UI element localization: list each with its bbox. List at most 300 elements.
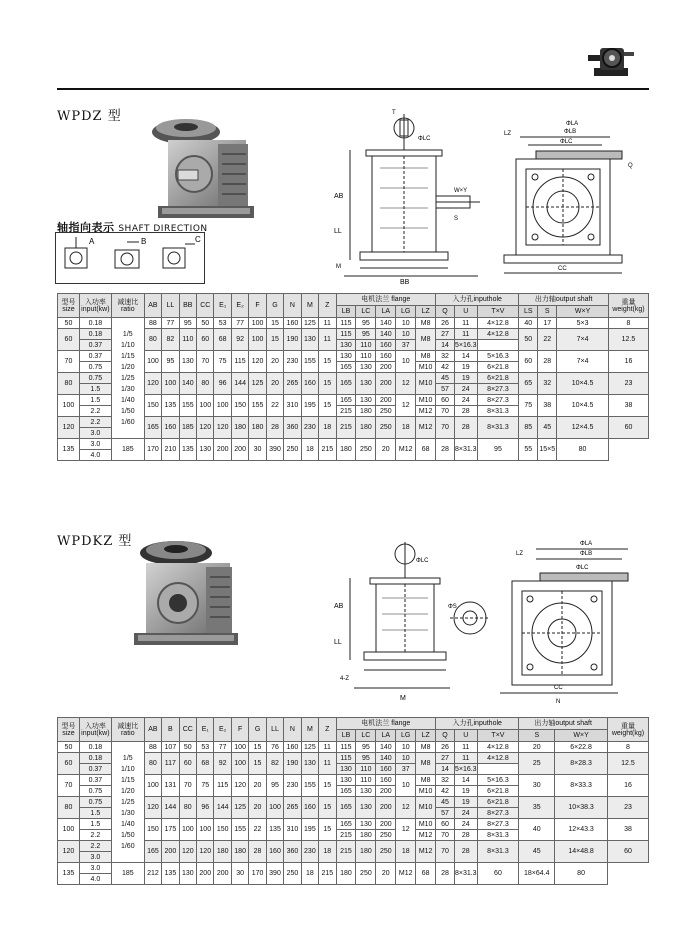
dim-cell: 75 (214, 351, 231, 373)
dim-cell: 30 (249, 439, 266, 461)
dim-cell: 175 (162, 819, 179, 841)
hdr-q: Q (436, 306, 455, 318)
dim-cell: 15 (249, 742, 266, 753)
shaft-direction-title: 轴指向表示 SHAFT DIRECTION (57, 221, 208, 234)
inhole-cell: 28 (454, 406, 477, 417)
label-t: T (392, 110, 396, 116)
label-ab: AB (334, 193, 344, 200)
inhole-cell: 32 (436, 351, 455, 362)
dim-cell: 75 (197, 775, 214, 797)
hdr2-g: G (249, 718, 266, 742)
inhole-cell: 70 (436, 406, 455, 417)
dim-cell: 200 (197, 863, 214, 885)
dim-cell: 100 (197, 819, 214, 841)
dim-cell: 95 (179, 318, 196, 329)
label2-n: N (556, 699, 561, 705)
dim-cell: 131 (162, 775, 179, 797)
dim-cell: 30 (231, 863, 248, 885)
ratio-value: 1/25 (120, 374, 135, 382)
flange-cell: 200 (376, 819, 396, 830)
inhole-cell: 19 (454, 362, 477, 373)
dim-cell: 100 (214, 395, 231, 417)
flange-cell: 165 (336, 786, 356, 797)
dim-cell: 20 (266, 351, 283, 373)
flange-cell: M8 (416, 775, 436, 786)
dim-cell: 155 (231, 819, 248, 841)
outshaft-cell: 14×48.8 (555, 841, 608, 863)
inhole-cell: 8×31.3 (477, 830, 519, 841)
table-row (58, 742, 649, 753)
label-bb: BB (400, 279, 410, 286)
hdr2-m: M (301, 718, 318, 742)
outshaft-cell: 60 (519, 351, 538, 373)
dim-cell: 195 (301, 395, 318, 417)
flange-cell: 160 (376, 340, 396, 351)
inhole-cell: 45 (436, 797, 455, 808)
flange-cell: 180 (356, 841, 376, 863)
hdr-lg: LG (396, 306, 416, 318)
input-cell: 3.0 (79, 439, 111, 450)
dim-cell: 155 (301, 351, 318, 373)
inhole-cell: 37 (396, 764, 416, 775)
hdr2-cc: CC (179, 718, 196, 742)
hdr-size: 型号 size (58, 294, 80, 318)
dim-cell: 140 (179, 373, 196, 395)
dim-cell: 18 (319, 417, 336, 439)
hdr-e1: E₁ (214, 294, 231, 318)
flange-cell: 250 (376, 406, 396, 417)
label2-ll: LL (334, 639, 342, 646)
hdr2-lb: LB (336, 730, 356, 742)
size-cell: 100 (58, 819, 80, 841)
hdr-n: N (284, 294, 301, 318)
dim-cell: 130 (301, 329, 318, 351)
inhole-cell: 28 (454, 841, 477, 863)
label-s: S (454, 216, 459, 222)
dim-cell: 68 (197, 753, 214, 775)
dim-cell: 160 (284, 742, 301, 753)
hdr-weight: 重量 weight(kg) (608, 294, 648, 318)
dim-cell: 200 (214, 439, 231, 461)
inhole-cell: 24 (454, 384, 477, 395)
hdr2-input: 入功率 input(kw) (79, 718, 111, 742)
size-cell: 60 (58, 753, 80, 775)
table-row (58, 775, 649, 786)
hdr2-u: U (454, 730, 477, 742)
flange-cell: 200 (376, 373, 396, 395)
input-cell: 0.18 (79, 318, 111, 329)
inhole-cell: 5×16.3 (454, 765, 477, 773)
inhole-cell: 68 (416, 863, 436, 885)
dim-cell: 160 (301, 797, 318, 819)
flange-cell: 165 (336, 819, 356, 830)
dim-cell: 95 (162, 351, 179, 373)
table-row (58, 819, 649, 830)
hdr2-wxy: W×Y (555, 730, 608, 742)
wpdkz-photo (120, 535, 250, 655)
outshaft-cell: 10×4.5 (557, 373, 609, 395)
inhole-cell: 28 (436, 863, 455, 885)
flange-cell: 250 (376, 417, 396, 439)
hdr-g: G (266, 294, 283, 318)
dim-cell: 230 (301, 841, 318, 863)
dim-cell: 130 (179, 863, 196, 885)
wpdkz-front-drawing (330, 538, 500, 708)
dim-cell: 230 (284, 775, 301, 797)
hdr2-outshaft: 出力轴output shaft (519, 718, 608, 730)
flange-cell: 160 (376, 764, 396, 775)
dim-cell: 100 (144, 351, 161, 373)
dim-cell: 15 (319, 775, 336, 797)
flange-cell: 130 (336, 764, 356, 775)
size-cell: 120 (58, 417, 80, 439)
inhole-cell: 8×31.3 (454, 863, 477, 885)
hdr-s: S (538, 306, 557, 318)
dim-cell: 120 (144, 373, 161, 395)
hdr2-inhole: 入力孔inputhole (436, 718, 519, 730)
outshaft-cell: 32 (538, 373, 557, 395)
hdr2-la: LA (376, 730, 396, 742)
flange-cell: M10 (416, 395, 436, 406)
hdr-lz: LZ (416, 306, 436, 318)
dim-cell: 230 (301, 417, 318, 439)
hdr2-q: Q (436, 730, 455, 742)
dim-cell: 68 (214, 329, 231, 351)
weight-cell: 80 (557, 439, 609, 461)
outshaft-cell: 28 (538, 351, 557, 373)
dim-cell: 100 (144, 775, 161, 797)
input-cell: 2.2 (79, 841, 111, 852)
dim-cell: 96 (197, 797, 214, 819)
input-cell: 4.0 (79, 450, 111, 461)
reducer-logo-icon (588, 38, 638, 84)
input-cell: 0.18 (79, 753, 111, 764)
dim-cell: 100 (231, 753, 248, 775)
flange-cell: 18 (396, 417, 416, 439)
dim-cell: 20 (249, 797, 266, 819)
dim-cell: 180 (231, 417, 248, 439)
dim-cell: 144 (162, 797, 179, 819)
dim-cell: 100 (197, 395, 214, 417)
dim-cell: 70 (197, 351, 214, 373)
inhole-cell: 5×16.3 (454, 341, 477, 349)
dim-cell: 125 (301, 742, 318, 753)
dim-cell: 165 (144, 417, 161, 439)
inhole-cell: 4×12.8 (477, 318, 519, 329)
input-cell: 0.75 (79, 797, 111, 808)
inhole-cell: 24 (454, 808, 477, 819)
hdr-ab: AB (144, 294, 161, 318)
ratio-value: 1/20 (120, 787, 135, 795)
wpdz-front-drawing (330, 108, 500, 288)
hdr2-n: N (284, 718, 301, 742)
dim-cell: 22 (249, 819, 266, 841)
flange-cell: 95 (356, 329, 376, 340)
dim-cell: 11 (319, 318, 336, 329)
hdr2-s: S (519, 730, 555, 742)
shaft-mark-a: A (89, 237, 95, 246)
dim-cell: 15 (249, 753, 266, 775)
flange-cell: 215 (336, 406, 356, 417)
dim-cell: 120 (249, 351, 266, 373)
flange-cell: 200 (376, 786, 396, 797)
ratio-cell (111, 318, 144, 439)
dim-cell: 170 (249, 863, 266, 885)
ratio-value: 1/50 (120, 407, 135, 415)
dim-cell: 144 (214, 797, 231, 819)
inhole-cell: 6×21.8 (477, 786, 519, 797)
weight-cell: 16 (608, 351, 648, 373)
flange-cell: 130 (356, 373, 376, 395)
dim-cell: 15 (319, 373, 336, 395)
dim-cell: 160 (301, 373, 318, 395)
outshaft-cell: 45 (519, 841, 555, 863)
dim-cell: 230 (284, 351, 301, 373)
dim-cell: 95 (266, 775, 283, 797)
dim-cell: 310 (284, 819, 301, 841)
dim-cell: 11 (319, 329, 336, 351)
outshaft-cell: 12×4.5 (557, 417, 609, 439)
flange-cell: 130 (336, 351, 356, 362)
dim-cell: 265 (284, 797, 301, 819)
flange-cell: 18 (396, 841, 416, 863)
dim-cell: 92 (231, 329, 248, 351)
dim-cell: 120 (214, 417, 231, 439)
dim-cell: 155 (249, 395, 266, 417)
dim-cell: 15 (319, 351, 336, 373)
flange-cell: 250 (356, 863, 376, 885)
flange-cell: 140 (376, 753, 396, 764)
outshaft-cell: 7×4 (557, 351, 609, 373)
label-lz: LZ (504, 131, 512, 137)
label2-lc: ΦLC (416, 558, 429, 564)
dim-cell: 185 (179, 417, 196, 439)
dim-cell: 135 (162, 863, 179, 885)
wpdkz-side-drawing (500, 535, 650, 705)
outshaft-cell: 55 (519, 439, 538, 461)
flange-cell: 95 (356, 742, 376, 753)
dim-cell: 15 (266, 318, 283, 329)
label2-ab: AB (334, 603, 344, 610)
label2-lc2: ΦLC (576, 565, 589, 571)
flange-cell: M12 (416, 830, 436, 841)
inhole-cell: 60 (436, 819, 455, 830)
size-cell: 80 (58, 373, 80, 395)
dim-cell: 160 (266, 841, 283, 863)
dim-cell: 200 (214, 863, 231, 885)
flange-cell: 160 (376, 351, 396, 362)
dim-cell: 390 (266, 863, 283, 885)
inhole-cell: 11 (454, 318, 477, 329)
dim-cell: 150 (144, 395, 161, 417)
hdr-m: M (301, 294, 318, 318)
inhole-cell: 4×12.8 (477, 742, 519, 753)
label2-cc: CC (554, 685, 563, 691)
inhole-cell: 14 (454, 351, 477, 362)
dim-cell: 190 (284, 329, 301, 351)
inhole-cell: 26 (436, 318, 455, 329)
outshaft-cell: 5×3 (557, 318, 609, 329)
dim-cell: 185 (111, 439, 144, 461)
dim-cell: 180 (214, 841, 231, 863)
hdr2-lc: LC (356, 730, 376, 742)
flange-cell: 115 (336, 329, 356, 340)
outshaft-cell: 60 (477, 863, 519, 885)
size-cell: 80 (58, 797, 80, 819)
inhole-cell: 57 (436, 384, 455, 395)
table-row (58, 753, 649, 764)
inhole-cell: 6×21.8 (477, 362, 519, 373)
hdr2-lz: LZ (416, 730, 436, 742)
flange-cell: 115 (336, 318, 356, 329)
dim-cell: 107 (162, 742, 179, 753)
dim-cell: 125 (249, 373, 266, 395)
ratio-value: 1/10 (120, 341, 135, 349)
flange-cell: 200 (376, 362, 396, 373)
dim-cell: 60 (197, 329, 214, 351)
size-cell: 120 (58, 841, 80, 863)
outshaft-cell: 8×33.3 (555, 775, 608, 797)
ratio-value: 1/25 (120, 798, 135, 806)
dim-cell: 88 (144, 318, 161, 329)
flange-cell: M8 (416, 329, 436, 351)
ratio-value: 1/60 (120, 418, 135, 426)
dim-cell: 210 (162, 439, 179, 461)
dim-cell: 120 (231, 775, 248, 797)
ratio-value: 1/5 (122, 754, 133, 762)
flange-cell: 20 (376, 439, 396, 461)
inhole-cell: 28 (454, 417, 477, 439)
outshaft-cell: 50 (519, 329, 538, 351)
outshaft-cell: 10×4.5 (557, 395, 609, 417)
table-row (58, 395, 649, 406)
size-cell: 100 (58, 395, 80, 417)
input-cell: 0.75 (79, 362, 111, 373)
table-row (58, 841, 649, 852)
dim-cell: 200 (231, 439, 248, 461)
flange-cell: 95 (356, 318, 376, 329)
dim-cell: 80 (197, 373, 214, 395)
dim-cell: 185 (111, 863, 144, 885)
weight-cell: 38 (607, 819, 648, 841)
table-row (58, 373, 649, 384)
flange-cell: M8 (416, 351, 436, 362)
input-cell: 2.2 (79, 417, 111, 428)
outshaft-cell: 75 (519, 395, 538, 417)
dim-cell: 20 (249, 775, 266, 797)
inhole-cell: 27 (436, 329, 455, 340)
shaft-mark-b: B (141, 237, 147, 246)
hdr2-ratio: 减速比 ratio (111, 718, 144, 742)
dim-cell: 22 (266, 395, 283, 417)
wpdkz-spec-table (57, 717, 649, 885)
dim-cell: 125 (301, 318, 318, 329)
ratio-value: 1/5 (122, 330, 133, 338)
flange-cell: 140 (376, 329, 396, 340)
input-cell: 0.75 (79, 373, 111, 384)
weight-cell: 12.5 (607, 753, 648, 775)
flange-cell: 165 (336, 373, 356, 395)
flange-cell: 12 (396, 819, 416, 841)
label-la: ΦLA (566, 121, 579, 127)
input-cell: 1.5 (79, 808, 111, 819)
dim-cell: 28 (266, 417, 283, 439)
inhole-cell: 14 (454, 775, 477, 786)
flange-cell: M10 (416, 819, 436, 830)
flange-cell: 140 (376, 318, 396, 329)
inhole-cell: 60 (436, 395, 455, 406)
flange-cell: 110 (356, 764, 376, 775)
flange-cell: 215 (319, 863, 336, 885)
flange-cell: 10 (396, 753, 416, 764)
inhole-cell: 19 (454, 797, 477, 808)
dim-cell: 18 (319, 841, 336, 863)
hdr-f: F (249, 294, 266, 318)
flange-cell: 180 (356, 417, 376, 439)
dim-cell: 310 (284, 395, 301, 417)
hdr-ll: LL (162, 294, 179, 318)
hdr-wxy: W×Y (557, 306, 609, 318)
weight-cell: 60 (607, 841, 648, 863)
size-cell: 70 (58, 351, 80, 373)
table-row (58, 318, 649, 329)
hdr-lc: LC (356, 306, 376, 318)
hdr-cc: CC (197, 294, 214, 318)
hdr2-weight: 重量 weight(kg) (607, 718, 648, 742)
shaft-mark-c: C (195, 235, 201, 244)
table-row (58, 439, 649, 450)
outshaft-cell: 40 (519, 819, 555, 841)
inhole-cell: 57 (436, 808, 455, 819)
outshaft-cell: 65 (519, 373, 538, 395)
input-cell: 0.18 (79, 329, 111, 340)
dim-cell: 155 (179, 395, 196, 417)
flange-cell: 165 (336, 395, 356, 406)
inhole-cell: 4×12.8 (477, 753, 519, 764)
inhole-cell: 8×31.3 (454, 439, 477, 461)
dim-cell: 115 (214, 775, 231, 797)
dim-cell: 120 (144, 797, 161, 819)
input-cell: 0.37 (79, 351, 111, 362)
inhole-cell: 8×31.3 (477, 406, 519, 417)
flange-cell: M12 (416, 417, 436, 439)
shaft-direction-diagram (55, 232, 205, 284)
weight-cell: 8 (607, 742, 648, 753)
hdr-inhole: 入力孔inputhole (436, 294, 519, 306)
table-row (58, 329, 649, 340)
inhole-cell: 11 (454, 753, 477, 764)
flange-cell: 20 (376, 863, 396, 885)
flange-cell: 10 (396, 351, 416, 373)
hdr-outshaft: 出力轴output shaft (519, 294, 609, 306)
weight-cell: 23 (607, 797, 648, 819)
flange-cell: 250 (376, 841, 396, 863)
ratio-value: 1/15 (120, 352, 135, 360)
label-lb: ΦLB (564, 129, 577, 135)
dim-cell: 170 (144, 439, 161, 461)
ratio-value: 1/20 (120, 363, 135, 371)
label2-lz: LZ (516, 551, 524, 557)
label-q: Q (628, 163, 633, 169)
inhole-cell: 8×27.3 (477, 384, 519, 395)
label2-la: ΦLA (580, 541, 593, 547)
dim-cell: 53 (214, 318, 231, 329)
flange-cell: 200 (376, 797, 396, 819)
dim-cell: 390 (266, 439, 283, 461)
hdr2-lg: LG (396, 730, 416, 742)
size-cell: 60 (58, 329, 80, 351)
flange-cell: M8 (416, 318, 436, 329)
